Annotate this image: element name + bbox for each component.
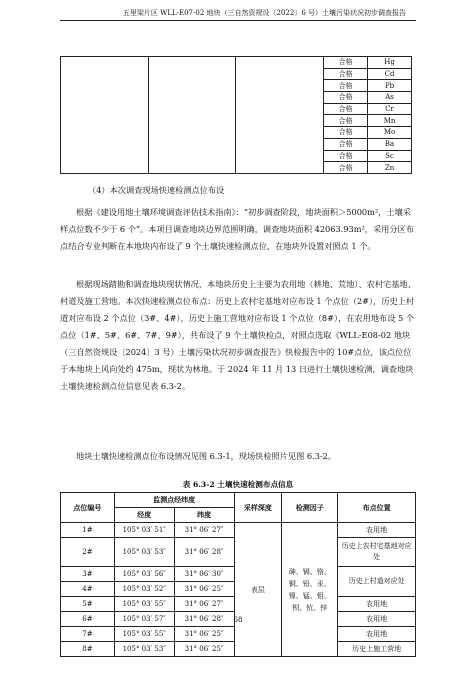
location-cell: 农用地 [338,627,416,642]
result-cell: 合格 [324,80,368,92]
point-id-cell: 7# [61,627,115,642]
longitude-cell: 105° 03′ 52″ [114,582,174,597]
point-id-cell: 4# [61,582,115,597]
latitude-cell: 31° 06′ 30″ [174,567,234,582]
header-factors: 检测因子 [282,493,338,523]
latitude-cell: 31° 06′ 25″ [174,642,234,657]
depth-cell: 表层 [234,523,282,657]
page-number: 68 [233,616,243,624]
latitude-cell: 31° 06′ 27″ [174,597,234,612]
result-cell: 合格 [324,57,368,69]
location-cell: 历史上施工营地 [338,642,416,657]
result-cell: 合格 [324,115,368,127]
point-id-cell: 3# [61,567,115,582]
sampling-points-table [60,492,416,657]
element-cell: Pb [368,80,412,92]
point-id-cell: 2# [61,538,115,567]
longitude-cell: 105° 03′ 56″ [114,567,174,582]
table-caption: 表 6.3-2 土壤快速检测布点信息 [182,480,294,489]
longitude-cell: 105° 03′ 53″ [114,642,174,657]
empty-cell [236,57,324,174]
empty-cell [148,57,236,174]
page-header: 五里梁片区 WLL-E07-02 地块（三自然资规设〔2022〕6 号）土壤污染状况初步调查报告 [122,9,406,17]
location-cell: 历史上农村宅基地对应处 [338,538,416,567]
paragraph-figure-reference: 地块土壤快速检测点位布设情况见图 6.3-1，现场快检照片见图 6.3-2。 [76,451,337,461]
header-point-id: 点位编号 [61,493,115,523]
longitude-cell: 105° 03′ 57″ [114,612,174,627]
point-id-cell: 8# [61,642,115,657]
element-cell: Mn [368,115,412,127]
result-cell: 合格 [324,162,368,174]
header-latitude: 纬度 [174,508,234,523]
location-cell: 农用地 [338,612,416,627]
element-cell: Cd [368,68,412,80]
longitude-cell: 105° 03′ 55″ [114,597,174,612]
point-id-cell: 5# [61,597,115,612]
element-cell: Ba [368,138,412,150]
latitude-cell: 31° 06′ 27″ [174,523,234,538]
header-rule [60,20,416,21]
header-coordinates: 监测点经纬度 [114,493,234,508]
latitude-cell: 31° 06′ 28″ [174,538,234,567]
result-cell: 合格 [324,138,368,150]
table-row [61,523,416,538]
element-cell: As [368,92,412,104]
element-cell: Hg [368,57,412,69]
section-heading: （4）本次调查现场快速检测点位布设 [88,185,225,195]
header-longitude: 经度 [114,508,174,523]
latitude-cell: 31° 06′ 28″ [174,612,234,627]
location-cell: 历史上村道对应处 [338,567,416,597]
factors-cell: 砷、镉、铬、铜、铅、汞、镍、锰、钼、钡、钪、锌 [282,523,338,657]
point-id-cell: 6# [61,612,115,627]
element-cell: Sc [368,150,412,162]
longitude-cell: 105° 03′ 51″ [114,523,174,538]
result-cell: 合格 [324,127,368,139]
element-cell: Zn [368,162,412,174]
table-row [61,57,412,69]
location-cell: 农用地 [338,597,416,612]
empty-cell [61,57,149,174]
header-depth: 采样深度 [234,493,282,523]
latitude-cell: 31° 06′ 25″ [174,627,234,642]
result-cell: 合格 [324,68,368,80]
results-table [60,56,412,174]
result-cell: 合格 [324,92,368,104]
result-cell: 合格 [324,150,368,162]
result-cell: 合格 [324,103,368,115]
header-location: 布点位置 [338,493,416,523]
element-cell: Cr [368,103,412,115]
element-cell: Mo [368,127,412,139]
paragraph-point-layout: 根据现场踏勘和调查地块现状情况，本地块历史上主要为农用地（耕地、荒地）、农村宅基地、村道及施工营地。本次快速检测点位布点：历史上农村宅基地对应布设 1 个点位（2#），历史上村道对应布设 2 个点位（3#、4#），历史上施工营地对应布设 1 个点位（8#），在农用地布设 5 个点位（1#、5#、6#、7#、9#），共布设了 9 个土壤快检点，对照点选取《WLL-E08-02 地块（三自然资规设〔2024〕3 号）土壤污染状况初步调查报告》快检报告中的 10#点位，该点位位于本地块上风向处约 475m，现状为林地。于 2024 年 11 月 13 日进行土壤快速检测，调查地块土壤快速检测点位信息见表 6.3-2。 [60,279,416,391]
paragraph-sampling-basis: 根据《建设用地土壤环境调查评估技术指南》：“初步调查阶段，地块面积＞5000m²，土壤采样点位数不少于 6 个”。本项目调查地块边界范围明确，调查地块面积 42063.93m²，采用分区布点结合专业判断在本地块内布设了 9 个土壤快速检测点位，在地块外设置对照点 1 个。 [60,207,414,251]
point-id-cell: 1# [61,523,115,538]
location-cell: 农用地 [338,523,416,538]
longitude-cell: 105° 03′ 55″ [114,627,174,642]
table-header-row [61,493,416,508]
longitude-cell: 105° 03′ 53″ [114,538,174,567]
latitude-cell: 31° 06′ 25″ [174,582,234,597]
